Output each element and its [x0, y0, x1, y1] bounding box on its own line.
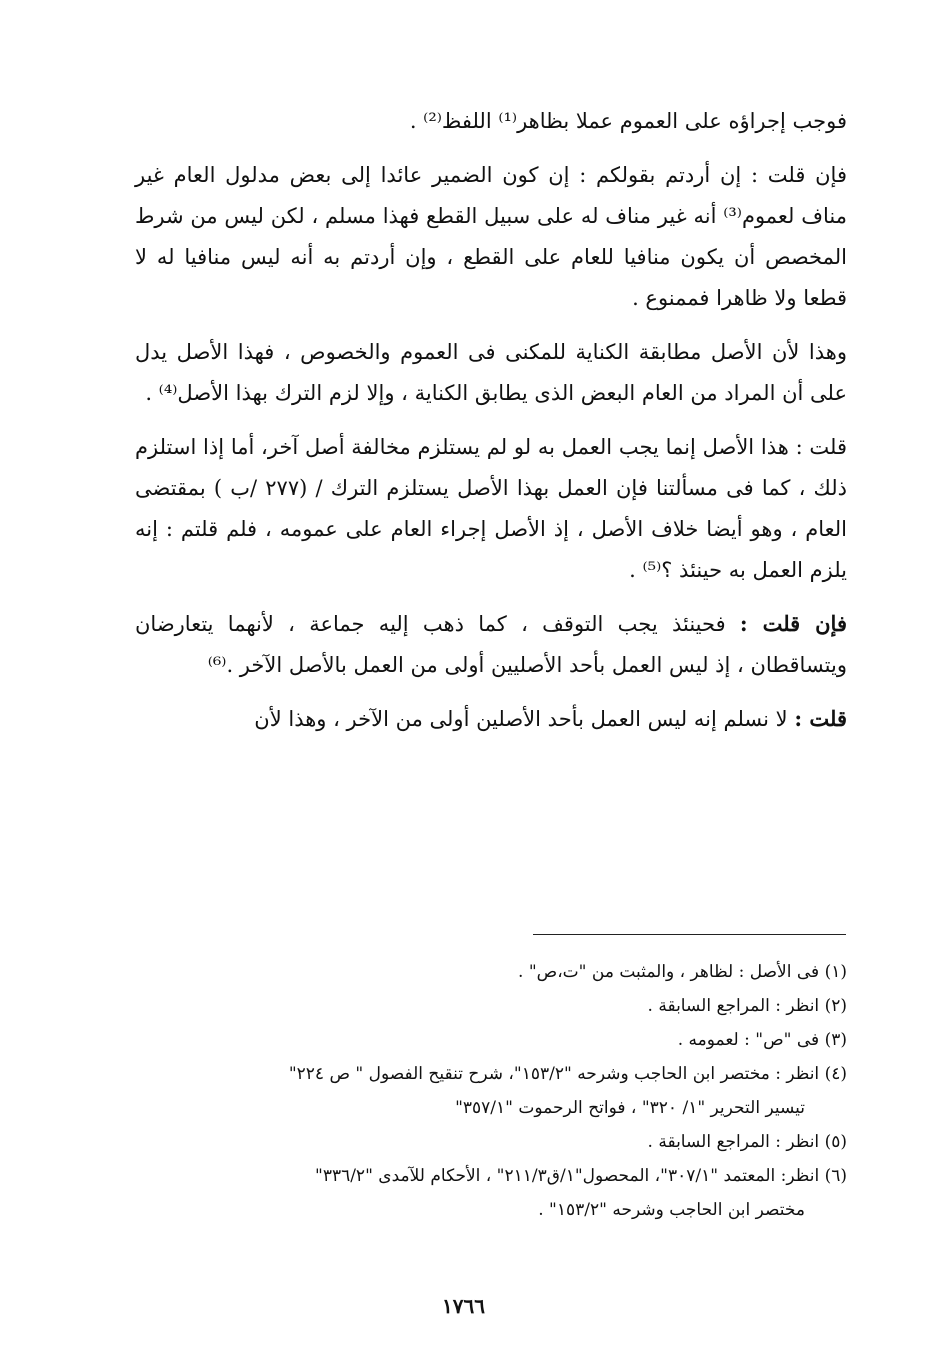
paragraph-lead: قلت :: [794, 706, 847, 731]
footnote: [135, 955, 847, 989]
footnote-number: (١): [824, 962, 847, 982]
footnote-text: انظر: المعتمد "٣٠٧/١"، المحصول"١/ق٢١١/٣" ، الأحكام للآمدى "٣٣٦/٢": [314, 1166, 820, 1186]
main-text: [135, 100, 847, 752]
footnote-number: (٦): [824, 1166, 847, 1186]
footnote-number: (٣): [824, 1030, 847, 1050]
footnote-text: فى "ص" : لعمومه .: [677, 1030, 820, 1050]
footnote-text: انظر : مختصر ابن الحاجب وشرحه "١٥٣/٢"، شرح تنقيح الفصول " ص ٢٢٤": [288, 1064, 820, 1084]
paragraph-text: فحينئذ يجب التوقف ، كما ذهب إليه جماعة ، لأنهما يتعارضان ويتساقطان ، إذ ليس العمل بأحد الأصليين أولى من العمل بالأصل الآخر .⁽⁶⁾: [135, 612, 847, 677]
footnotes: [135, 955, 847, 1227]
paragraph-text: لا نسلم إنه ليس العمل بأحد الأصلين أولى من الآخر ، وهذا لأن: [254, 707, 795, 731]
paragraph-lead: فإن قلت :: [739, 611, 847, 636]
footnote-continuation: تيسير التحرير "١/ ٣٢٠" ، فواتح الرحموت "٣٥٧/١": [455, 1098, 805, 1118]
paragraph: [135, 154, 847, 319]
paragraph-text: فإن قلت : إن أردتم بقولكم : إن كون الضمير عائدا إلى بعض مدلول العام غير مناف لعموم⁽³⁾ أنه غير مناف له على سبيل القطع فهذا مسلم ، لكن ليس من شرط المخصص أن يكون منافيا للعام على القطع ، وإن أردتم به أنه ليس منافيا له لا قطعا ولا ظاهرا فممنوع .: [135, 163, 847, 310]
paragraph-text: فوجب إجراؤه على العموم عملا بظاهر⁽¹⁾ اللفظ⁽²⁾ .: [409, 109, 847, 133]
footnote: [135, 1125, 847, 1159]
paragraph: [135, 698, 847, 740]
footnote: [135, 1023, 847, 1057]
paragraph: [135, 426, 847, 591]
paragraph: [135, 331, 847, 414]
paragraph-text: وهذا لأن الأصل مطابقة الكناية للمكنى فى العموم والخصوص ، فهذا الأصل يدل على أن المراد من العام البعض الذى يطابق الكناية ، وإلا لزم الترك بهذا الأصل⁽⁴⁾ .: [135, 340, 847, 405]
page-number: ١٧٦٦: [442, 1294, 485, 1318]
footnote-number: (٥): [824, 1132, 847, 1152]
paragraph-text: قلت : هذا الأصل إنما يجب العمل به لو لم يستلزم مخالفة أصل آخر، أما إذا استلزم ذلك ، كما فى مسألتنا فإن العمل بهذا الأصل يستلزم الترك / (٢٧٧ /ب ) بمقتضى العام ، وهو أيضا خلاف الأصل ، إذ الأصل إجراء العام على عمومه ، فلم قلتم : إنه يلزم العمل به حينئذ ؟⁽⁵⁾ .: [135, 435, 847, 582]
footnote-continuation: مختصر ابن الحاجب وشرحه "١٥٣/٢" .: [538, 1200, 805, 1220]
paragraph: [135, 603, 847, 686]
footnote-number: (٢): [824, 996, 847, 1016]
footnote: [135, 989, 847, 1023]
footnote-text: فى الأصل : لظاهر ، والمثبت من "ت،ص" .: [518, 962, 820, 982]
footnote: [135, 1057, 847, 1125]
footnote-text: انظر : المراجع السابقة .: [647, 1132, 820, 1152]
footnote-divider: [533, 934, 846, 935]
footnote-text: انظر : المراجع السابقة .: [647, 996, 820, 1016]
footnote: [135, 1159, 847, 1227]
footnote-number: (٤): [824, 1064, 847, 1084]
paragraph: [135, 100, 847, 142]
